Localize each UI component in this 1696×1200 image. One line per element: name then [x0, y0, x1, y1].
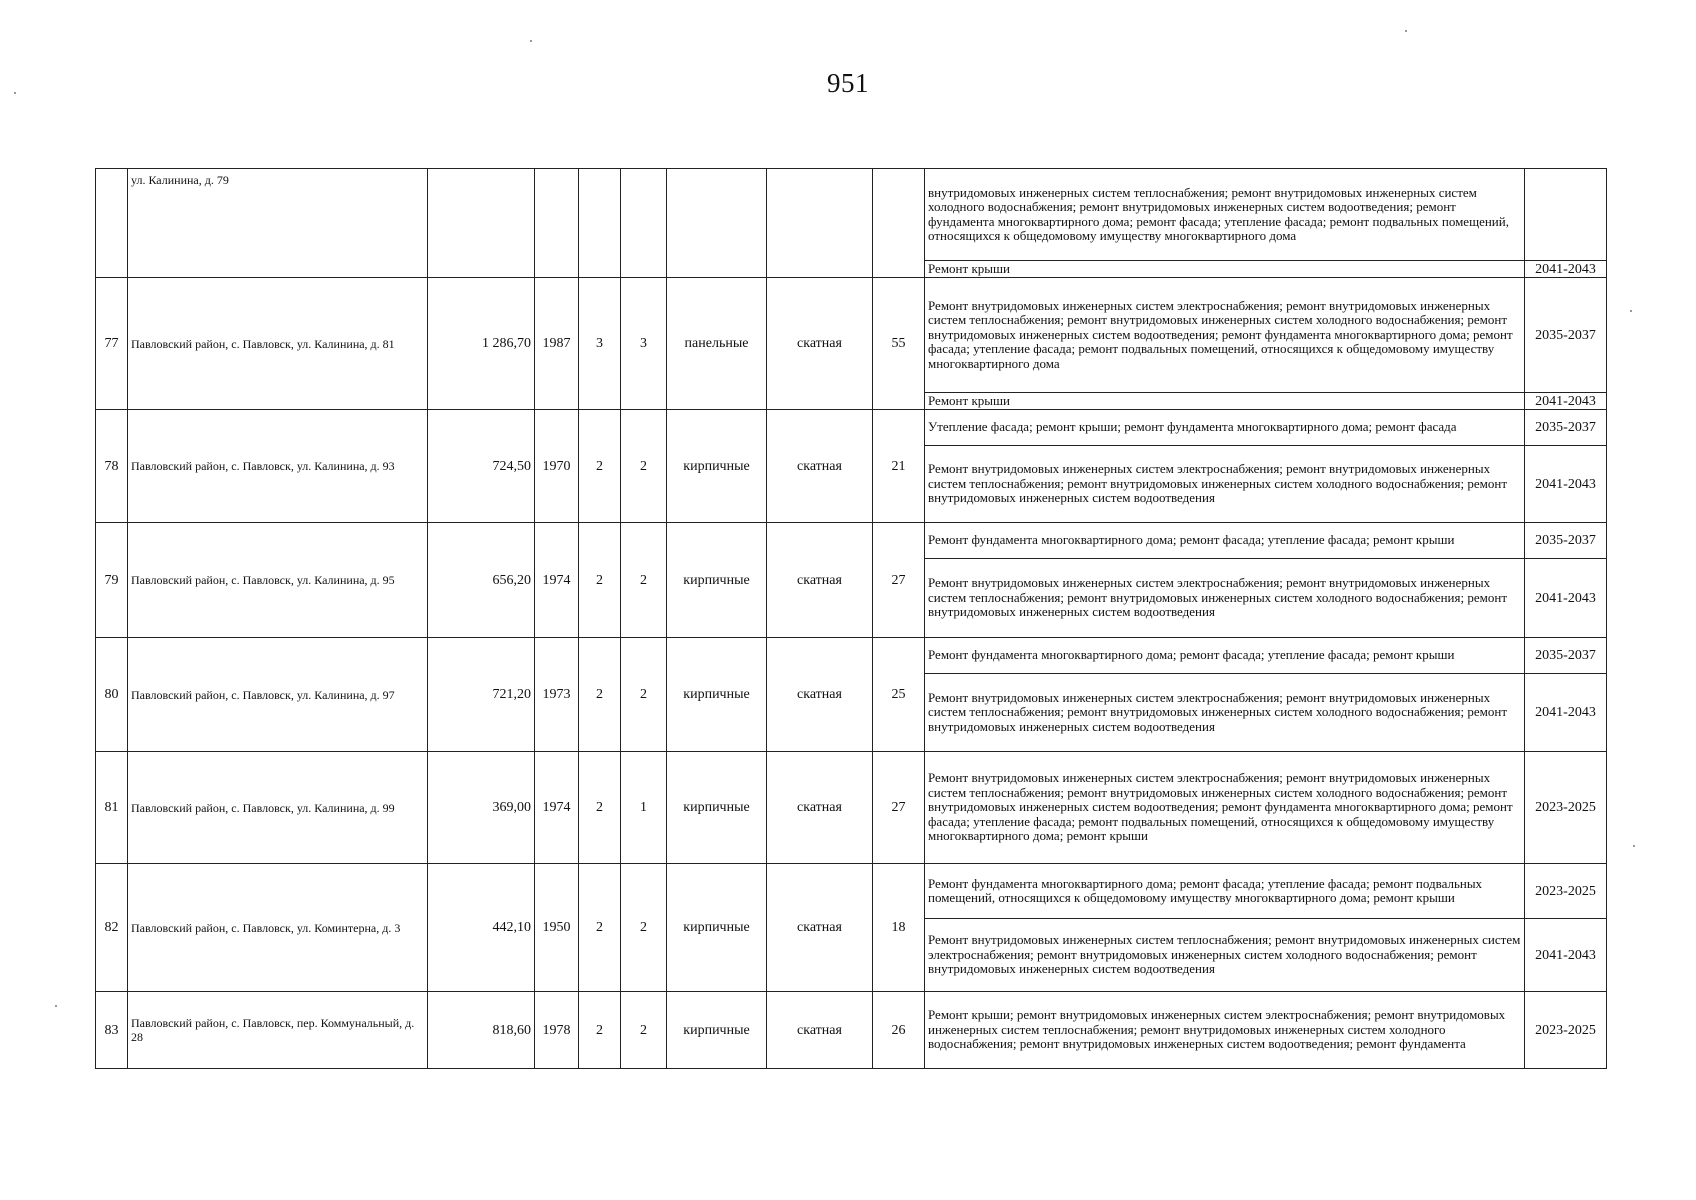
wall-material-cell: кирпичные	[667, 864, 767, 992]
table-row	[96, 992, 1607, 1069]
entrances-cell	[621, 169, 667, 278]
roof-type-cell: скатная	[767, 638, 873, 752]
scan-speck	[14, 92, 16, 94]
table-row	[96, 752, 1607, 864]
year-cell: 1974	[535, 752, 579, 864]
work-types-cell: Ремонт крыши	[925, 261, 1525, 278]
year-cell: 1974	[535, 523, 579, 638]
wear-cell: 25	[873, 638, 925, 752]
work-types-cell: Ремонт фундамента многоквартирного дома; ремонт фасада; утепление фасада; ремонт крыши	[925, 638, 1525, 674]
area-cell: 656,20	[428, 523, 535, 638]
wall-material-cell: кирпичные	[667, 752, 767, 864]
work-period-cell: 2035-2037	[1525, 523, 1607, 559]
work-period-cell: 2035-2037	[1525, 410, 1607, 446]
work-period-cell: 2023-2025	[1525, 752, 1607, 864]
work-types-cell: Ремонт внутридомовых инженерных систем теплоснабжения; ремонт внутридомовых инженерных систем электроснабжения; ремонт внутридомовых инженерных систем холодного водоснабжения; ремонт внутридомовых инженерных систем водоотведения	[925, 919, 1525, 992]
wall-material-cell: кирпичные	[667, 992, 767, 1069]
work-period-cell: 2035-2037	[1525, 638, 1607, 674]
wear-cell: 18	[873, 864, 925, 992]
roof-type-cell: скатная	[767, 992, 873, 1069]
work-types-cell: Ремонт внутридомовых инженерных систем электроснабжения; ремонт внутридомовых инженерных систем теплоснабжения; ремонт внутридомовых инженерных систем холодного водоснабжения; ремонт внутридомовых инженерных систем водоотведения; ремонт фундамента многоквартирного дома; ремонт фасада; утепление фасада; ремонт подвальных помещений, относящихся к общедомовому имуществу многоквартирного дома	[925, 278, 1525, 393]
table-row	[96, 638, 1607, 674]
wall-material-cell: панельные	[667, 278, 767, 410]
work-period-cell	[1525, 169, 1607, 261]
entrances-cell: 1	[621, 752, 667, 864]
address-cell: Павловский район, с. Павловск, ул. Калинина, д. 95	[128, 523, 428, 638]
area-cell: 442,10	[428, 864, 535, 992]
work-period-cell: 2023-2025	[1525, 864, 1607, 919]
wall-material-cell	[667, 169, 767, 278]
housing-register-table	[95, 168, 1607, 1069]
address-cell: Павловский район, с. Павловск, ул. Коминтерна, д. 3	[128, 864, 428, 992]
wear-cell: 21	[873, 410, 925, 523]
wall-material-cell: кирпичные	[667, 523, 767, 638]
work-period-cell: 2041-2043	[1525, 919, 1607, 992]
floors-cell: 2	[579, 992, 621, 1069]
table-row	[96, 864, 1607, 919]
scan-speck	[1633, 845, 1635, 847]
entrances-cell: 2	[621, 410, 667, 523]
row-number-cell	[96, 169, 128, 278]
wear-cell: 55	[873, 278, 925, 410]
roof-type-cell	[767, 169, 873, 278]
work-period-cell: 2041-2043	[1525, 261, 1607, 278]
row-number-cell: 80	[96, 638, 128, 752]
roof-type-cell: скатная	[767, 864, 873, 992]
table-row	[96, 523, 1607, 559]
year-cell: 1987	[535, 278, 579, 410]
roof-type-cell: скатная	[767, 410, 873, 523]
wear-cell	[873, 169, 925, 278]
year-cell: 1970	[535, 410, 579, 523]
work-types-cell: Ремонт внутридомовых инженерных систем электроснабжения; ремонт внутридомовых инженерных систем теплоснабжения; ремонт внутридомовых инженерных систем холодного водоснабжения; ремонт внутридомовых инженерных систем водоотведения; ремонт фундамента многоквартирного дома; ремонт фасада; утепление фасада; ремонт подвальных помещений, относящихся к общедомовому имуществу многоквартирного дома; ремонт крыши	[925, 752, 1525, 864]
year-cell: 1950	[535, 864, 579, 992]
wear-cell: 27	[873, 523, 925, 638]
address-cell: Павловский район, с. Павловск, ул. Калинина, д. 99	[128, 752, 428, 864]
area-cell: 721,20	[428, 638, 535, 752]
address-cell: Павловский район, с. Павловск, пер. Коммунальный, д. 28	[128, 992, 428, 1069]
address-cell: ул. Калинина, д. 79	[128, 169, 428, 278]
address-cell: Павловский район, с. Павловск, ул. Калинина, д. 81	[128, 278, 428, 410]
work-period-cell: 2023-2025	[1525, 992, 1607, 1069]
table-row	[96, 278, 1607, 393]
entrances-cell: 2	[621, 992, 667, 1069]
table-row	[96, 169, 1607, 261]
table-row	[96, 410, 1607, 446]
wall-material-cell: кирпичные	[667, 410, 767, 523]
row-number-cell: 77	[96, 278, 128, 410]
area-cell: 1 286,70	[428, 278, 535, 410]
wear-cell: 27	[873, 752, 925, 864]
scan-speck	[55, 1005, 57, 1007]
floors-cell: 2	[579, 410, 621, 523]
work-period-cell: 2041-2043	[1525, 674, 1607, 752]
row-number-cell: 82	[96, 864, 128, 992]
address-cell: Павловский район, с. Павловск, ул. Калинина, д. 93	[128, 410, 428, 523]
work-period-cell: 2041-2043	[1525, 446, 1607, 523]
floors-cell: 2	[579, 523, 621, 638]
work-types-cell: Утепление фасада; ремонт крыши; ремонт фундамента многоквартирного дома; ремонт фасада	[925, 410, 1525, 446]
area-cell	[428, 169, 535, 278]
work-types-cell: Ремонт крыши; ремонт внутридомовых инженерных систем электроснабжения; ремонт внутридомовых инженерных систем теплоснабжения; ремонт внутридомовых инженерных систем холодного водоснабжения; ремонт внутридомовых инженерных систем водоотведения; ремонт фундамента	[925, 992, 1525, 1069]
work-types-cell: Ремонт фундамента многоквартирного дома; ремонт фасада; утепление фасада; ремонт крыши	[925, 523, 1525, 559]
floors-cell: 2	[579, 752, 621, 864]
area-cell: 818,60	[428, 992, 535, 1069]
year-cell: 1973	[535, 638, 579, 752]
work-period-cell: 2041-2043	[1525, 559, 1607, 638]
work-types-cell: Ремонт фундамента многоквартирного дома; ремонт фасада; утепление фасада; ремонт подвальных помещений, относящихся к общедомовому имуществу многоквартирного дома; ремонт крыши	[925, 864, 1525, 919]
floors-cell: 2	[579, 638, 621, 752]
work-types-cell: внутридомовых инженерных систем теплоснабжения; ремонт внутридомовых инженерных систем холодного водоснабжения; ремонт внутридомовых инженерных систем водоотведения; ремонт фундамента многоквартирного дома; ремонт фасада; утепление фасада; ремонт подвальных помещений, относящихся к общедомовому имуществу многоквартирного дома	[925, 169, 1525, 261]
work-types-cell: Ремонт внутридомовых инженерных систем электроснабжения; ремонт внутридомовых инженерных систем теплоснабжения; ремонт внутридомовых инженерных систем холодного водоснабжения; ремонт внутридомовых инженерных систем водоотведения	[925, 559, 1525, 638]
roof-type-cell: скатная	[767, 278, 873, 410]
area-cell: 369,00	[428, 752, 535, 864]
page-number: 951	[827, 68, 869, 98]
floors-cell	[579, 169, 621, 278]
floors-cell: 2	[579, 864, 621, 992]
work-types-cell: Ремонт внутридомовых инженерных систем электроснабжения; ремонт внутридомовых инженерных систем теплоснабжения; ремонт внутридомовых инженерных систем холодного водоснабжения; ремонт внутридомовых инженерных систем водоотведения	[925, 674, 1525, 752]
work-types-cell: Ремонт крыши	[925, 393, 1525, 410]
year-cell	[535, 169, 579, 278]
scan-speck	[530, 40, 532, 42]
roof-type-cell: скатная	[767, 523, 873, 638]
row-number-cell: 83	[96, 992, 128, 1069]
wall-material-cell: кирпичные	[667, 638, 767, 752]
row-number-cell: 78	[96, 410, 128, 523]
row-number-cell: 81	[96, 752, 128, 864]
entrances-cell: 2	[621, 523, 667, 638]
work-period-cell: 2035-2037	[1525, 278, 1607, 393]
floors-cell: 3	[579, 278, 621, 410]
scan-speck	[1405, 30, 1407, 32]
entrances-cell: 2	[621, 638, 667, 752]
scan-speck	[1630, 310, 1632, 312]
entrances-cell: 2	[621, 864, 667, 992]
roof-type-cell: скатная	[767, 752, 873, 864]
row-number-cell: 79	[96, 523, 128, 638]
area-cell: 724,50	[428, 410, 535, 523]
entrances-cell: 3	[621, 278, 667, 410]
year-cell: 1978	[535, 992, 579, 1069]
address-cell: Павловский район, с. Павловск, ул. Калинина, д. 97	[128, 638, 428, 752]
work-types-cell: Ремонт внутридомовых инженерных систем электроснабжения; ремонт внутридомовых инженерных систем теплоснабжения; ремонт внутридомовых инженерных систем холодного водоснабжения; ремонт внутридомовых инженерных систем водоотведения	[925, 446, 1525, 523]
work-period-cell: 2041-2043	[1525, 393, 1607, 410]
wear-cell: 26	[873, 992, 925, 1069]
